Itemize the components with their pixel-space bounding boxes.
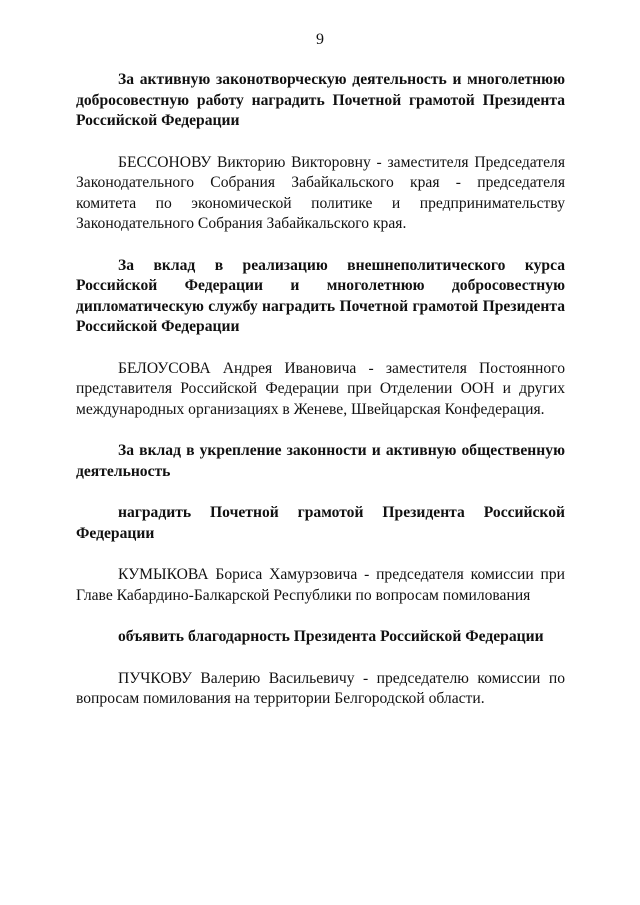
- awardee-bessonova: БЕССОНОВУ Викторию Викторовну - заместителя Председателя Законодательного Собрания Забайкальского края - председателя комитета по экономической политике и предпринимательству Законодательного Собрания Забайкальского края.: [76, 153, 565, 232]
- document-body: [76, 70, 565, 710]
- award-clause-legislative: За активную законотворческую деятельность и многолетнюю добросовестную работу наградить Почетной грамотой Президента Российской Федерации: [76, 71, 565, 129]
- page-number: 9: [316, 31, 324, 48]
- awardee-belousov: БЕЛОУСОВА Андрея Ивановича - заместителя Постоянного представителя Российской Федерации при Отделении ООН и других международных организациях в Женеве, Швейцарская Конфедерация.: [76, 359, 565, 418]
- awardee-puchkov: ПУЧКОВУ Валерию Васильевичу - председателю комиссии по вопросам помилования на территории Белгородской области.: [76, 669, 565, 707]
- award-clause-foreign-policy: За вклад в реализацию внешнеполитического курса Российской Федерации и многолетнюю добросовестную дипломатическую службу наградить Почетной грамотой Президента Российской Федерации: [76, 256, 565, 335]
- awardee-kumykov: КУМЫКОВА Бориса Хамурзовича - председателя комиссии при Главе Кабардино-Балкарской Республики по вопросам помилования: [76, 566, 565, 604]
- award-clause-legality: За вклад в укрепление законности и активную общественную деятельность: [76, 442, 565, 480]
- award-action-honor-certificate: наградить Почетной грамотой Президента Российской Федерации: [76, 504, 565, 542]
- award-action-gratitude: объявить благодарность Президента Российской Федерации: [118, 628, 544, 645]
